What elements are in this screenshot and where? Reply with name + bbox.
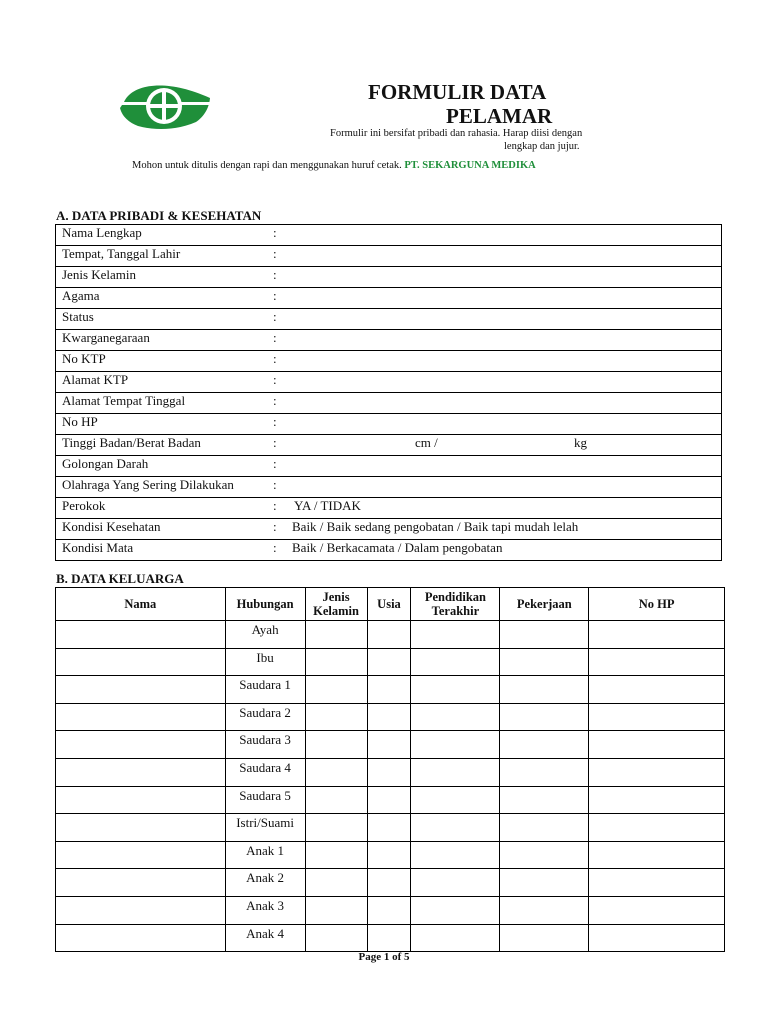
cell-jenis-kelamin[interactable]: [305, 896, 367, 924]
field-colon: :: [273, 309, 277, 324]
field-label: Golongan Darah: [62, 456, 149, 471]
cell-usia[interactable]: [367, 869, 411, 897]
field-value[interactable]: Baik / Baik sedang pengobatan / Baik tapi mudah lelah: [292, 519, 579, 534]
cell-pekerjaan[interactable]: [500, 869, 589, 897]
cell-usia[interactable]: [367, 621, 411, 649]
personal-data-cell: [56, 435, 722, 456]
field-label: Kondisi Kesehatan: [62, 519, 161, 534]
cell-usia[interactable]: [367, 648, 411, 676]
personal-data-row-content: [56, 225, 721, 245]
cell-jenis-kelamin[interactable]: [305, 731, 367, 759]
col-header-hubungan: Hubungan: [225, 588, 305, 621]
personal-data-cell: [56, 540, 722, 561]
personal-data-row: [56, 393, 722, 414]
field-label: Perokok: [62, 498, 106, 513]
cell-usia[interactable]: [367, 758, 411, 786]
family-table-row: [56, 676, 725, 704]
family-table-row: [56, 869, 725, 897]
field-value[interactable]: Baik / Berkacamata / Dalam pengobatan: [292, 540, 503, 555]
field-colon: :: [273, 330, 277, 345]
cell-hubungan: Istri/Suami: [225, 814, 305, 842]
cell-usia[interactable]: [367, 786, 411, 814]
cell-pekerjaan[interactable]: [500, 648, 589, 676]
family-table-row: [56, 924, 725, 952]
personal-data-cell: [56, 309, 722, 330]
cell-pendidikan[interactable]: [411, 648, 500, 676]
cell-no-hp[interactable]: [589, 703, 725, 731]
cell-nama[interactable]: [56, 758, 226, 786]
personal-data-row: [56, 498, 722, 519]
col-header-jenis-kelamin-line2: Kelamin: [313, 604, 359, 618]
personal-data-row-content: [56, 288, 721, 308]
cell-nama[interactable]: [56, 841, 226, 869]
cell-nama[interactable]: [56, 703, 226, 731]
cell-hubungan: Anak 1: [225, 841, 305, 869]
field-label: No HP: [62, 414, 98, 429]
personal-data-row: [56, 477, 722, 498]
family-table-row: [56, 814, 725, 842]
field-label: Alamat KTP: [62, 372, 129, 387]
field-colon: :: [273, 351, 277, 366]
col-header-jenis-kelamin-line1: Jenis: [322, 590, 350, 604]
col-header-usia: Usia: [367, 588, 411, 621]
cell-jenis-kelamin[interactable]: [305, 758, 367, 786]
cell-nama[interactable]: [56, 814, 226, 842]
col-header-pekerjaan: Pekerjaan: [500, 588, 589, 621]
field-label: Jenis Kelamin: [62, 267, 137, 282]
personal-data-row: [56, 540, 722, 561]
cell-hubungan: Ibu: [225, 648, 305, 676]
family-table-row: [56, 703, 725, 731]
personal-data-row-content: [56, 519, 721, 539]
cell-pendidikan[interactable]: [411, 869, 500, 897]
cell-pekerjaan[interactable]: [500, 703, 589, 731]
cell-pendidikan[interactable]: [411, 676, 500, 704]
personal-data-row: [56, 351, 722, 372]
field-colon: :: [273, 288, 277, 303]
cell-nama[interactable]: [56, 896, 226, 924]
col-header-no-hp: No HP: [589, 588, 725, 621]
field-label: Agama: [62, 288, 100, 303]
personal-data-cell: [56, 225, 722, 246]
field-colon: :: [273, 267, 277, 282]
personal-data-row-content: [56, 540, 721, 560]
personal-data-row: [56, 288, 722, 309]
personal-data-cell: [56, 456, 722, 477]
personal-data-row: [56, 519, 722, 540]
cell-pekerjaan[interactable]: [500, 814, 589, 842]
personal-data-row-content: [56, 456, 721, 476]
section-a-title: A. DATA PRIBADI & KESEHATAN: [56, 208, 262, 223]
personal-data-cell: [56, 414, 722, 435]
personal-data-cell: [56, 519, 722, 540]
personal-data-cell: [56, 267, 722, 288]
cell-pendidikan[interactable]: [411, 703, 500, 731]
cell-jenis-kelamin[interactable]: [305, 676, 367, 704]
field-colon: :: [273, 414, 277, 429]
family-table-header: [56, 588, 725, 621]
cell-pekerjaan[interactable]: [500, 676, 589, 704]
cell-pendidikan[interactable]: [411, 758, 500, 786]
cell-jenis-kelamin[interactable]: [305, 841, 367, 869]
cell-no-hp[interactable]: [589, 814, 725, 842]
personal-data-row-content: [56, 267, 721, 287]
cell-nama[interactable]: [56, 924, 226, 952]
family-data-table: [55, 587, 725, 952]
cell-no-hp[interactable]: [589, 786, 725, 814]
field-colon: :: [273, 246, 277, 261]
cell-no-hp[interactable]: [589, 731, 725, 759]
cell-no-hp[interactable]: [589, 841, 725, 869]
cell-pendidikan[interactable]: [411, 786, 500, 814]
personal-data-row-content: [56, 414, 721, 434]
field-colon: :: [273, 225, 277, 240]
personal-data-row-content: [56, 351, 721, 371]
field-label: Kondisi Mata: [62, 540, 134, 555]
personal-data-cell: [56, 288, 722, 309]
cell-usia[interactable]: [367, 841, 411, 869]
cell-pekerjaan[interactable]: [500, 841, 589, 869]
personal-data-cell: [56, 246, 722, 267]
personal-data-row-content: [56, 372, 721, 392]
family-table-row: [56, 786, 725, 814]
personal-data-table: [55, 224, 722, 561]
field-colon: :: [273, 540, 277, 555]
field-colon: :: [273, 372, 277, 387]
cell-nama[interactable]: [56, 869, 226, 897]
field-colon: :: [273, 456, 277, 471]
cell-hubungan: Anak 3: [225, 896, 305, 924]
col-header-pendidikan-line2: Terakhir: [431, 604, 480, 618]
height-unit: cm /: [415, 435, 438, 450]
field-colon: :: [273, 519, 277, 534]
cell-jenis-kelamin[interactable]: [305, 703, 367, 731]
form-subtitle-line2: lengkap dan jujur.: [504, 141, 580, 152]
cell-jenis-kelamin[interactable]: [305, 621, 367, 649]
personal-data-row: [56, 372, 722, 393]
cell-pekerjaan[interactable]: [500, 924, 589, 952]
cell-hubungan: Saudara 1: [225, 676, 305, 704]
field-colon: :: [273, 435, 277, 450]
field-value[interactable]: YA / TIDAK: [294, 498, 361, 513]
personal-data-row: [56, 225, 722, 246]
instruction-sentence: Mohon untuk ditulis dengan rapi dan menggunakan huruf cetak.: [132, 160, 402, 171]
cell-usia[interactable]: [367, 731, 411, 759]
col-header-pendidikan: [411, 588, 500, 621]
personal-data-row: [56, 414, 722, 435]
cell-usia[interactable]: [367, 896, 411, 924]
field-label: No KTP: [62, 351, 106, 366]
cell-pekerjaan[interactable]: [500, 786, 589, 814]
field-label: Olahraga Yang Sering Dilakukan: [62, 477, 234, 492]
cell-no-hp[interactable]: [589, 869, 725, 897]
cell-pendidikan[interactable]: [411, 841, 500, 869]
field-label: Alamat Tempat Tinggal: [62, 393, 186, 408]
personal-data-row: [56, 267, 722, 288]
cell-nama[interactable]: [56, 676, 226, 704]
personal-data-row: [56, 309, 722, 330]
personal-data-row-content: [56, 393, 721, 413]
cell-no-hp[interactable]: [589, 896, 725, 924]
cell-hubungan: Anak 4: [225, 924, 305, 952]
section-b-title: B. DATA KELUARGA: [56, 571, 184, 586]
family-table-row: [56, 841, 725, 869]
family-table-row: [56, 758, 725, 786]
cell-hubungan: Saudara 5: [225, 786, 305, 814]
cell-usia[interactable]: [367, 924, 411, 952]
personal-data-row: [56, 435, 722, 456]
personal-data-row-content: [56, 498, 721, 518]
form-subtitle-line1: Formulir ini bersifat pribadi dan rahasia. Harap diisi dengan: [330, 128, 583, 139]
cell-pekerjaan[interactable]: [500, 896, 589, 924]
cell-hubungan: Saudara 2: [225, 703, 305, 731]
field-colon: :: [273, 477, 277, 492]
cell-jenis-kelamin[interactable]: [305, 869, 367, 897]
cell-pendidikan[interactable]: [411, 924, 500, 952]
cell-hubungan: Anak 2: [225, 869, 305, 897]
cell-no-hp[interactable]: [589, 758, 725, 786]
personal-data-row-content: [56, 246, 721, 266]
cell-nama[interactable]: [56, 621, 226, 649]
field-colon: :: [273, 498, 277, 513]
personal-data-row: [56, 246, 722, 267]
personal-data-row: [56, 456, 722, 477]
cell-pekerjaan[interactable]: [500, 758, 589, 786]
cell-no-hp[interactable]: [589, 676, 725, 704]
personal-data-cell: [56, 330, 722, 351]
cell-pendidikan[interactable]: [411, 731, 500, 759]
personal-data-cell: [56, 393, 722, 414]
page-number: Page 1 of 5: [358, 951, 410, 963]
personal-data-row-content: [56, 330, 721, 350]
field-label: Status: [62, 309, 94, 324]
personal-data-cell: [56, 351, 722, 372]
cell-nama[interactable]: [56, 731, 226, 759]
field-label: Nama Lengkap: [62, 225, 142, 240]
cell-hubungan: Saudara 3: [225, 731, 305, 759]
cell-jenis-kelamin[interactable]: [305, 786, 367, 814]
family-table-row: [56, 896, 725, 924]
family-table-row: [56, 731, 725, 759]
col-header-nama: Nama: [56, 588, 226, 621]
field-label: Tempat, Tanggal Lahir: [62, 246, 181, 261]
personal-data-cell: [56, 372, 722, 393]
instruction-text: [132, 160, 536, 171]
cell-pekerjaan[interactable]: [500, 621, 589, 649]
cell-jenis-kelamin[interactable]: [305, 814, 367, 842]
cell-pendidikan[interactable]: [411, 814, 500, 842]
cell-hubungan: Saudara 4: [225, 758, 305, 786]
personal-data-cell: [56, 477, 722, 498]
cell-hubungan: Ayah: [225, 621, 305, 649]
cell-pendidikan[interactable]: [411, 896, 500, 924]
cell-pekerjaan[interactable]: [500, 731, 589, 759]
family-table-row: [56, 621, 725, 649]
cell-nama[interactable]: [56, 786, 226, 814]
cell-no-hp[interactable]: [589, 621, 725, 649]
personal-data-cell: [56, 498, 722, 519]
cell-pendidikan[interactable]: [411, 621, 500, 649]
personal-data-row-content: [56, 477, 721, 497]
company-logo-icon: [116, 80, 212, 130]
cell-usia[interactable]: [367, 703, 411, 731]
field-label: Tinggi Badan/Berat Badan: [62, 435, 201, 450]
field-label: Kwarganegaraan: [62, 330, 150, 345]
cell-usia[interactable]: [367, 676, 411, 704]
personal-data-row-content: [56, 309, 721, 329]
cell-no-hp[interactable]: [589, 924, 725, 952]
family-table-row: [56, 648, 725, 676]
cell-usia[interactable]: [367, 814, 411, 842]
col-header-jenis-kelamin: [305, 588, 367, 621]
weight-unit: kg: [574, 435, 587, 450]
cell-no-hp[interactable]: [589, 648, 725, 676]
cell-nama[interactable]: [56, 648, 226, 676]
cell-jenis-kelamin[interactable]: [305, 648, 367, 676]
col-header-pendidikan-line1: Pendidikan: [424, 590, 486, 604]
company-name: PT. SEKARGUNA MEDIKA: [404, 160, 536, 171]
cell-jenis-kelamin[interactable]: [305, 924, 367, 952]
personal-data-row: [56, 330, 722, 351]
personal-data-row-content: [56, 435, 721, 455]
field-colon: :: [273, 393, 277, 408]
